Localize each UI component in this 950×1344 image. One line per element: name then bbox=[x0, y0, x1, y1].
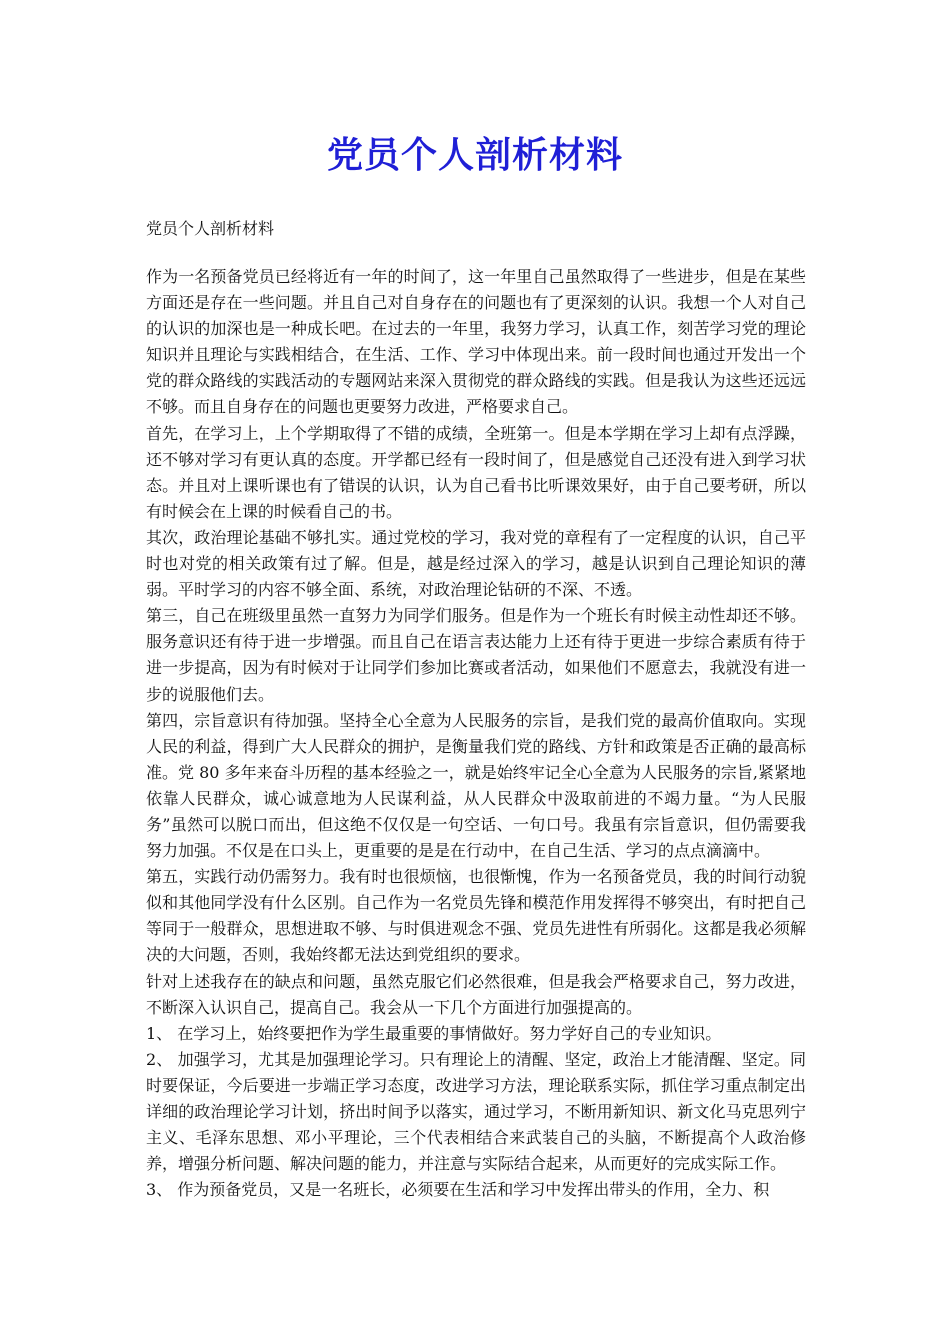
list-item: 2、 加强学习，尤其是加强理论学习。只有理论上的清醒、坚定，政治上才能清醒、坚定。同时要保证，今后要进一步端正学习态度，改进学习方法，理论联系实际，抓住学习重点制定出详细的政治理论学习计划，挤出时间予以落实，通过学习，不断用新知识、新文化马克思列宁主义、毛泽东思想、邓小平理论，三个代表相结合来武装自己的头脑，不断提高个人政治修养，增强分析问题、解决问题的能力，并注意与实际结合起来，从而更好的完成实际工作。 bbox=[146, 1049, 806, 1174]
paragraph: 第五，实践行动仍需努力。我有时也很烦恼，也很惭愧，作为一名预备党员，我的时间行动貌似和其他同学没有什么区别。自己作为一名党员先锋和模范作用发挥得不够突出，有时把自己等同于一般群众，思想进取不够、与时俱进观念不强、党员先进性有所弱化。这都是我必须解决的大问题，否则，我始终都无法达到党组织的要求。 bbox=[146, 867, 806, 965]
list-item: 3、 作为预备党员，又是一名班长，必须要在生活和学习中发挥出带头的作用，全力、积 bbox=[146, 1180, 770, 1200]
paragraph: 针对上述我存在的缺点和问题，虽然克服它们必然很难，但是我会严格要求自己，努力改进，不断深入认识自己，提高自己。我会从一下几个方面进行加强提高的。 bbox=[146, 971, 806, 1017]
document-body bbox=[146, 264, 806, 1203]
paragraph: 作为一名预备党员已经将近有一年的时间了，这一年里自己虽然取得了一些进步，但是在某些方面还是存在一些问题。并且自己对自身存在的问题也有了更深刻的认识。我想一个人对自己的认识的加深也是一种成长吧。在过去的一年里，我努力学习，认真工作，刻苦学习党的理论知识并且理论与实践相结合，在生活、工作、学习中体现出来。前一段时间也通过开发出一个党的群众路线的实践活动的专题网站来深入贯彻党的群众路线的实践。但是我认为这些还远远不够。而且自身存在的问题也更要努力改进，严格要求自己。 bbox=[146, 267, 806, 417]
paragraph: 第四，宗旨意识有待加强。坚持全心全意为人民服务的宗旨，是我们党的最高价值取向。实现人民的利益，得到广大人民群众的拥护，是衡量我们党的路线、方针和政策是否正确的最高标准。党 80 多年来奋斗历程的基本经验之一，就是始终牢记全心全意为人民服务的宗旨,紧紧地依靠人民群众，诚心诚意地为人民谋利益，从人民群众中汲取前进的不竭力量。“为人民服务”虽然可以脱口而出，但这绝不仅仅是一句空话、一句口号。我虽有宗旨意识，但仍需要我努力加强。不仅是在口头上，更重要的是是在行动中，在自己生活、学习的点点滴滴中。 bbox=[146, 710, 806, 861]
paragraph: 首先，在学习上，上个学期取得了不错的成绩，全班第一。但是本学期在学习上却有点浮躁，还不够对学习有更认真的态度。开学都已经有一段时间了，但是感觉自己还没有进入到学习状态。并且对上课听课也有了错误的认识，认为自己看书比听课效果好，由于自己要考研，所以有时候会在上课的时候看自己的书。 bbox=[146, 423, 806, 521]
list-item: 1、 在学习上，始终要把作为学生最重要的事情做好。努力学好自己的专业知识。 bbox=[146, 1023, 722, 1043]
document-title: 党员个人剖析材料 bbox=[326, 135, 623, 176]
paragraph: 其次，政治理论基础不够扎实。通过党校的学习，我对党的章程有了一定程度的认识，自己平时也对党的相关政策有过了解。但是，越是经过深入的学习，越是认识到自己理论知识的薄弱。平时学习的内容不够全面、系统，对政治理论钻研的不深、不透。 bbox=[146, 527, 806, 600]
document-subtitle: 党员个人剖析材料 bbox=[146, 219, 275, 238]
paragraph: 第三，自己在班级里虽然一直努力为同学们服务。但是作为一个班长有时候主动性却还不够。服务意识还有待于进一步增强。而且自己在语言表达能力上还有待于更进一步综合素质有待于进一步提高，因为有时候对于让同学们参加比赛或者活动，如果他们不愿意去，我就没有进一步的说服他们去。 bbox=[146, 606, 806, 704]
